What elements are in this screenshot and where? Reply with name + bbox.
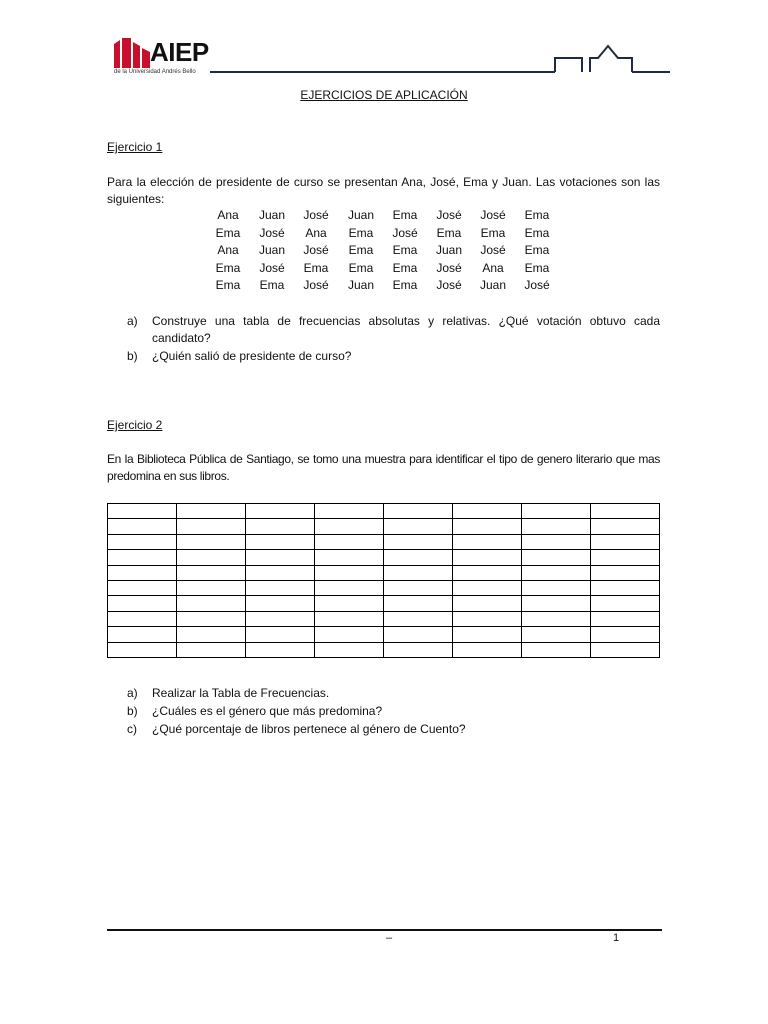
table-cell[interactable] [315, 611, 384, 626]
table-cell[interactable] [177, 550, 246, 565]
vote-cell: Ema [215, 260, 241, 275]
table-cell[interactable] [108, 550, 177, 565]
table-cell[interactable] [522, 534, 591, 549]
table-cell[interactable] [246, 642, 315, 657]
table-cell[interactable] [177, 580, 246, 595]
table-cell[interactable] [522, 565, 591, 580]
vote-cell: José [524, 278, 550, 292]
table-cell[interactable] [522, 519, 591, 534]
table-cell[interactable] [246, 596, 315, 611]
vote-cell: Ema [215, 225, 241, 240]
table-cell[interactable] [522, 596, 591, 611]
vote-cell: José [303, 278, 329, 292]
table-cell[interactable] [384, 596, 453, 611]
vote-cell: Juan [479, 278, 507, 292]
vote-cell: Ema [392, 243, 418, 257]
table-cell[interactable] [591, 642, 660, 657]
table-cell[interactable] [522, 611, 591, 626]
table-cell[interactable] [453, 580, 522, 595]
vote-cell: Ema [524, 208, 550, 222]
table-cell[interactable] [591, 519, 660, 534]
table-cell[interactable] [177, 611, 246, 626]
table-cell[interactable] [591, 504, 660, 519]
vote-cell: Ana [217, 208, 239, 222]
table-cell[interactable] [522, 550, 591, 565]
exercise-1-heading: Ejercicio 1 [107, 140, 163, 154]
vote-cell: Juan [435, 243, 463, 257]
question-text: ¿Cuáles es el género que más predomina? [152, 704, 383, 718]
table-cell[interactable] [246, 519, 315, 534]
footer-dash: – [386, 932, 393, 944]
question-item [107, 703, 660, 720]
table-cell[interactable] [453, 504, 522, 519]
table-cell[interactable] [453, 627, 522, 642]
table-cell[interactable] [453, 642, 522, 657]
vote-cell: José [436, 260, 462, 275]
table-row [108, 642, 660, 657]
question-text: Construye una tabla de frecuencias absolutas y relativas. ¿Qué votación obtuvo cada candidato? [152, 314, 660, 345]
vote-cell: José [259, 260, 285, 275]
table-cell[interactable] [246, 565, 315, 580]
table-row [108, 504, 660, 519]
vote-cell: Ana [482, 260, 504, 275]
question-text: ¿Qué porcentaje de libros pertenece al género de Cuento? [152, 722, 466, 736]
table-cell[interactable] [591, 550, 660, 565]
table-cell[interactable] [315, 519, 384, 534]
table-cell[interactable] [384, 580, 453, 595]
table-cell[interactable] [384, 504, 453, 519]
table-cell[interactable] [315, 627, 384, 642]
table-cell[interactable] [315, 565, 384, 580]
vote-cell: Juan [347, 208, 375, 222]
vote-cell: José [436, 208, 462, 222]
table-cell[interactable] [453, 565, 522, 580]
table-cell[interactable] [591, 534, 660, 549]
logo-subtext: de la Universidad Andrés Bello [114, 69, 196, 75]
table-cell[interactable] [315, 580, 384, 595]
vote-cell: Juan [258, 208, 286, 222]
table-cell[interactable] [384, 534, 453, 549]
vote-cell: Ema [480, 225, 506, 240]
vote-cell: Juan [258, 243, 286, 257]
question-text: ¿Quién salió de presidente de curso? [152, 349, 352, 363]
table-cell[interactable] [246, 611, 315, 626]
vote-cell: José [303, 243, 329, 257]
table-cell[interactable] [108, 580, 177, 595]
vote-cell: José [392, 225, 418, 240]
vote-cell: Ema [259, 278, 285, 292]
vote-cell: Ema [348, 260, 374, 275]
question-text: Realizar la Tabla de Frecuencias. [152, 686, 330, 700]
vote-cell: Ana [217, 243, 239, 257]
logo-wordmark: AIEP [150, 37, 209, 67]
vote-cell: Ema [348, 225, 374, 240]
table-cell[interactable] [177, 627, 246, 642]
table-cell[interactable] [177, 565, 246, 580]
question-item [107, 313, 660, 347]
exercise-2-heading: Ejercicio 2 [107, 418, 163, 432]
table-cell[interactable] [522, 642, 591, 657]
vote-cell: Ema [524, 243, 550, 257]
vote-cell: Ema [348, 243, 374, 257]
table-row [108, 580, 660, 595]
table-cell[interactable] [453, 519, 522, 534]
aiep-logo [108, 36, 218, 80]
vote-cell: José [303, 208, 329, 222]
footer-rule [107, 929, 662, 931]
table-cell[interactable] [177, 596, 246, 611]
table-cell[interactable] [177, 534, 246, 549]
question-letter: c) [127, 722, 137, 736]
table-cell[interactable] [108, 596, 177, 611]
table-cell[interactable] [591, 611, 660, 626]
vote-cell: Ema [524, 260, 550, 275]
table-cell[interactable] [108, 519, 177, 534]
vote-cell: Ema [524, 225, 550, 240]
vote-cell: Ema [392, 278, 418, 292]
table-cell[interactable] [315, 550, 384, 565]
table-row [108, 627, 660, 642]
table-cell[interactable] [108, 642, 177, 657]
question-item [107, 348, 660, 365]
table-cell[interactable] [177, 642, 246, 657]
question-letter: a) [127, 314, 138, 328]
table-cell[interactable] [108, 611, 177, 626]
table-row [108, 534, 660, 549]
table-cell[interactable] [315, 642, 384, 657]
vote-cell: Ema [215, 278, 241, 292]
table-cell[interactable] [246, 580, 315, 595]
table-cell[interactable] [591, 596, 660, 611]
table-cell[interactable] [108, 534, 177, 549]
page-number: 1 [613, 932, 620, 944]
vote-cell: Ema [392, 260, 418, 275]
table-row [108, 519, 660, 534]
table-cell[interactable] [384, 642, 453, 657]
table-cell[interactable] [591, 565, 660, 580]
table-cell[interactable] [453, 534, 522, 549]
vote-cell: Ema [392, 208, 418, 222]
table-cell[interactable] [384, 519, 453, 534]
table-cell[interactable] [522, 580, 591, 595]
table-cell[interactable] [108, 565, 177, 580]
table-cell[interactable] [246, 550, 315, 565]
table-cell[interactable] [591, 627, 660, 642]
exercise-2-questions [107, 685, 660, 739]
vote-cell: José [480, 243, 506, 257]
header-rule [210, 70, 670, 76]
table-cell[interactable] [384, 611, 453, 626]
table-cell[interactable] [246, 627, 315, 642]
table-cell[interactable] [384, 550, 453, 565]
table-cell[interactable] [246, 504, 315, 519]
table-row [108, 596, 660, 611]
table-row [108, 611, 660, 626]
vote-cell: Ema [436, 225, 462, 240]
document-title: EJERCICIOS DE APLICACIÓN [300, 88, 468, 102]
table-cell[interactable] [522, 504, 591, 519]
table-cell[interactable] [177, 504, 246, 519]
table-cell[interactable] [522, 627, 591, 642]
vote-cell: José [259, 225, 285, 240]
table-cell[interactable] [108, 627, 177, 642]
question-item [107, 721, 660, 738]
table-cell[interactable] [315, 534, 384, 549]
question-item [107, 685, 660, 702]
building-logo-icon [110, 36, 154, 70]
question-letter: b) [127, 349, 138, 363]
vote-cell: Juan [347, 278, 375, 292]
vote-cell: Ema [303, 260, 329, 275]
table-cell[interactable] [246, 534, 315, 549]
vote-cell: José [480, 208, 506, 222]
table-cell[interactable] [177, 519, 246, 534]
table-cell[interactable] [315, 596, 384, 611]
table-cell[interactable] [384, 565, 453, 580]
table-cell[interactable] [453, 611, 522, 626]
vote-cell: José [436, 278, 462, 292]
question-letter: b) [127, 704, 138, 718]
vote-cell: Ana [305, 225, 327, 240]
exercise-2-intro: En la Biblioteca Pública de Santiago, se tomo una muestra para identificar el tipo de genero literario que mas predomina en sus libros. [107, 452, 660, 483]
table-cell[interactable] [453, 550, 522, 565]
table-cell[interactable] [108, 504, 177, 519]
table-row [108, 550, 660, 565]
blank-frequency-table [107, 503, 660, 658]
table-row [108, 565, 660, 580]
table-cell[interactable] [315, 504, 384, 519]
table-cell[interactable] [591, 580, 660, 595]
exercise-1-questions [107, 313, 660, 366]
exercise-1-intro: Para la elección de presidente de curso se presentan Ana, José, Ema y Juan. Las votaciones son las siguientes: [107, 175, 660, 206]
table-cell[interactable] [384, 627, 453, 642]
question-letter: a) [127, 686, 138, 700]
table-cell[interactable] [453, 596, 522, 611]
